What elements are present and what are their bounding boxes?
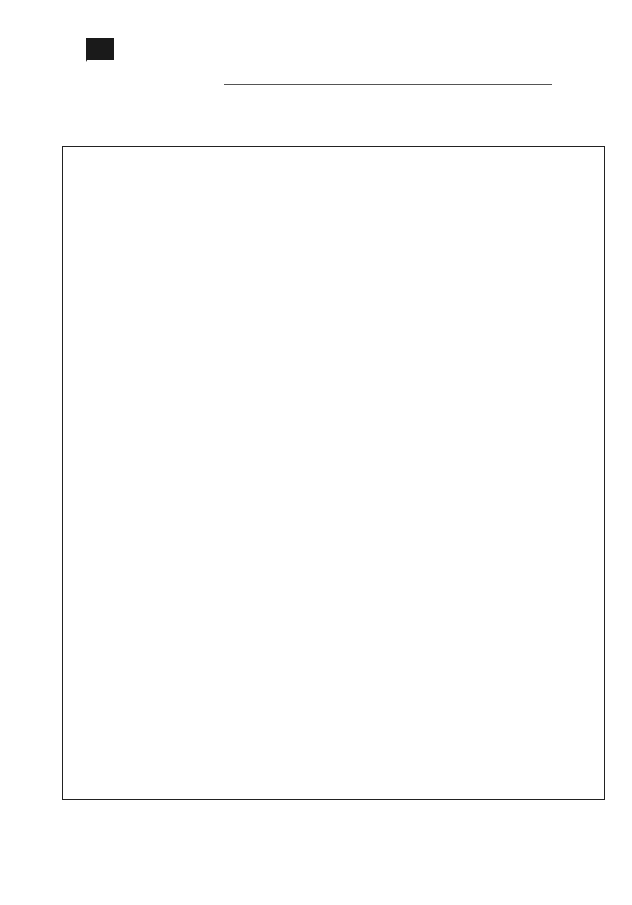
- page-header: [86, 34, 592, 84]
- header-divider: [224, 84, 552, 85]
- services-table: [62, 146, 605, 800]
- company-logo: [86, 34, 186, 74]
